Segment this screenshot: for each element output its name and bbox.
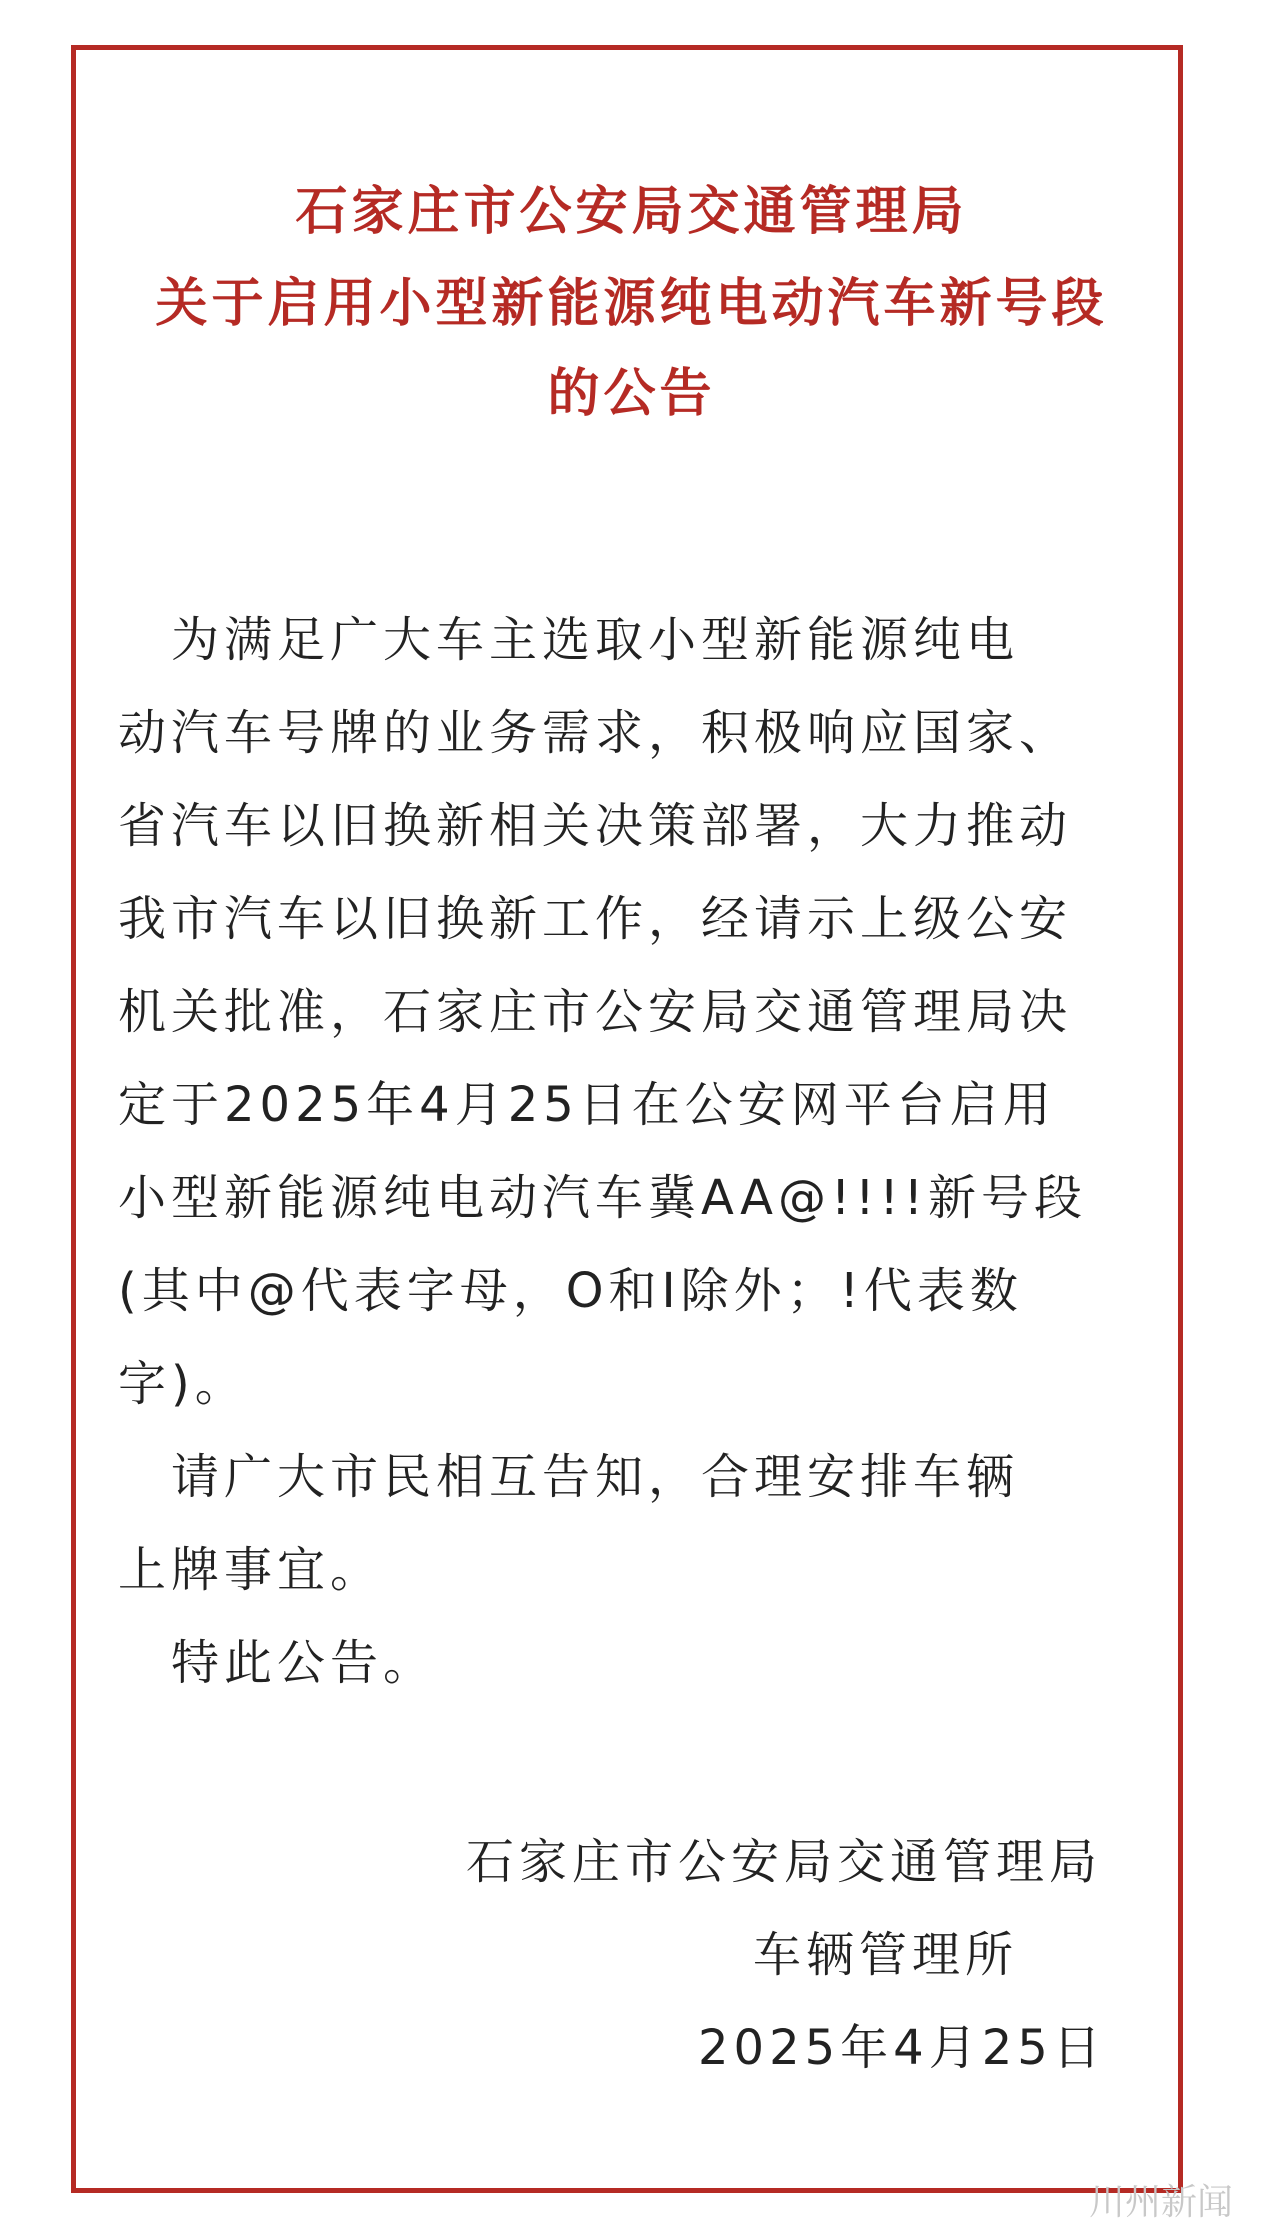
- body-line: 动汽车号牌的业务需求，积极响应国家、: [118, 705, 1073, 761]
- body-line: 特此公告。: [118, 1635, 437, 1691]
- body-line: 定于2025年4月25日在公安网平台启用: [118, 1077, 1056, 1133]
- body-line: 上牌事宜。: [118, 1542, 384, 1598]
- body-line: 省汽车以旧换新相关决策部署，大力推动: [118, 798, 1073, 854]
- body-line: 字)。: [118, 1356, 248, 1412]
- watermark: 川州新闻: [1088, 2182, 1233, 2223]
- title-line-3: 的公告: [547, 364, 716, 424]
- title-line-1: 石家庄市公安局交通管理局: [295, 182, 968, 242]
- signature-org: 石家庄市公安局交通管理局: [466, 1834, 1103, 1890]
- body-line: 我市汽车以旧换新工作，经请示上级公安: [118, 891, 1073, 947]
- body-line: 请广大市民相互告知，合理安排车辆: [118, 1449, 1020, 1505]
- title-line-2: 关于启用小型新能源纯电动汽车新号段: [155, 274, 1108, 334]
- body-line: 为满足广大车主选取小型新能源纯电: [118, 612, 1020, 668]
- body-line: (其中@代表字母，O和I除外；!代表数: [118, 1263, 1023, 1319]
- signature-dept: 车辆管理所: [753, 1927, 1019, 1983]
- body-line: 机关批准，石家庄市公安局交通管理局决: [118, 984, 1073, 1040]
- signature-date: 2025年4月25日: [698, 2020, 1106, 2076]
- body-line: 小型新能源纯电动汽车冀AA@!!!!新号段: [118, 1170, 1087, 1226]
